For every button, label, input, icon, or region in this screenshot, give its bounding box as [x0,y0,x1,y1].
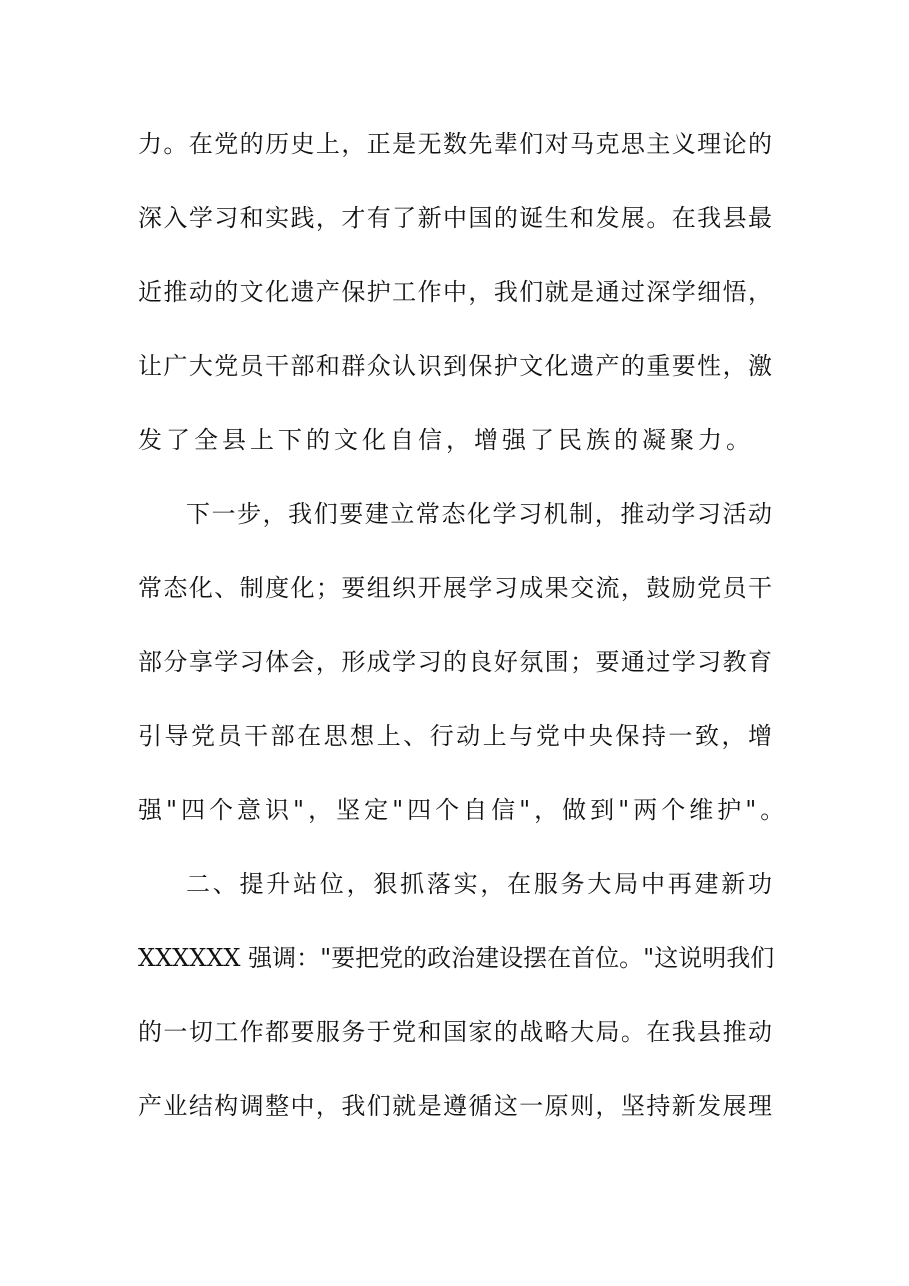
paragraph-line: XXXXXX 强调："要把党的政治建设摆在首位。"这说明我们 [138,944,775,972]
paragraph-line: 的一切工作都要服务于党和国家的战略大局。在我县推动 [138,1018,772,1046]
paragraph-line: 力。在党的历史上，正是无数先辈们对马克思主义理论的 [138,130,772,158]
paragraph-line: 发了全县上下的文化自信，增强了民族的凝聚力。 [138,426,754,454]
paragraph-line: 深入学习和实践，才有了新中国的诞生和发展。在我县最 [138,204,772,232]
paragraph-line: 常态化、制度化；要组织开展学习成果交流，鼓励党员干 [138,574,772,602]
paragraph-line: 引导党员干部在思想上、行动上与党中央保持一致，增 [138,722,772,750]
paragraph-first-line: 下一步，我们要建立常态化学习机制，推动学习活动 [186,500,772,528]
paragraph-line: 让广大党员干部和群众认识到保护文化遗产的重要性，激 [138,352,772,380]
paragraph-line: 产业结构调整中，我们就是遵循这一原则，坚持新发展理 [138,1092,772,1120]
section-heading: 二、提升站位，狠抓落实，在服务大局中再建新功 [186,870,772,898]
paragraph-line: 近推动的文化遗产保护工作中，我们就是通过深学细悟， [138,278,772,306]
paragraph-line: 强"四个意识"，坚定"四个自信"，做到"两个维护"。 [138,796,789,824]
paragraph-line: 部分享学习体会，形成学习的良好氛围；要通过学习教育 [138,648,772,676]
